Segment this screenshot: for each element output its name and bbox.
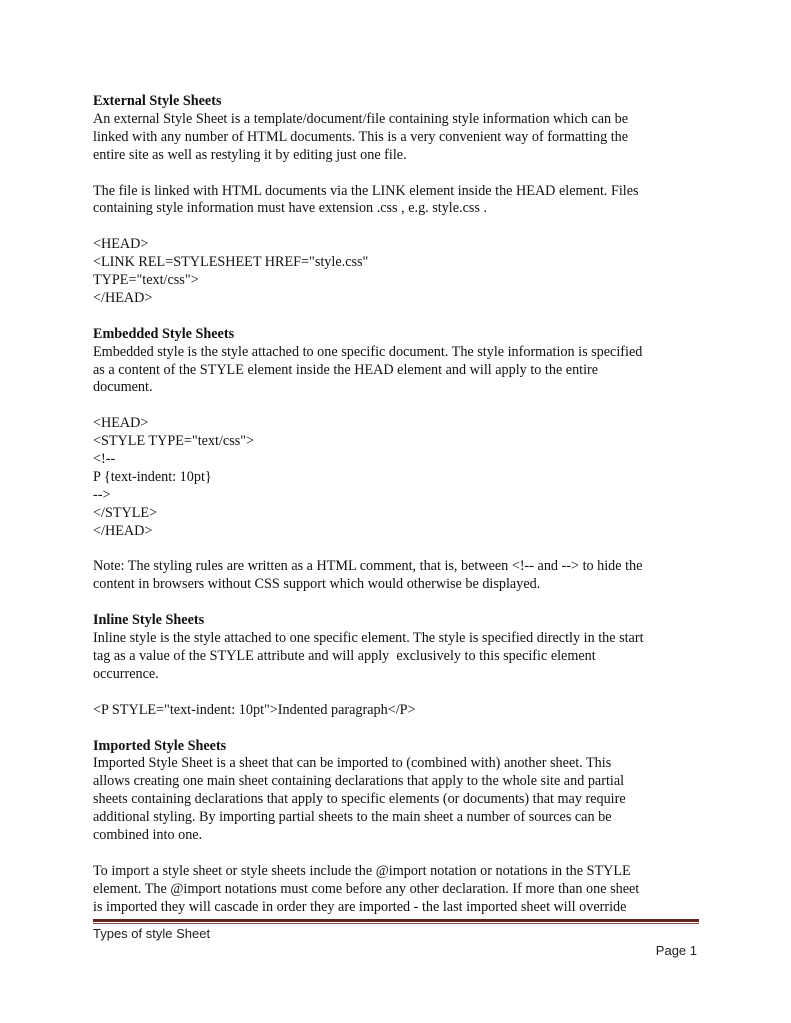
blank-line — [93, 684, 703, 702]
text-line: entire site as well as restyling it by editing just one file. — [93, 146, 407, 163]
text-line: --> — [93, 486, 111, 503]
blank-line — [93, 308, 703, 326]
blank-line — [93, 397, 703, 415]
blank-line — [93, 594, 703, 612]
text-line: To import a style sheet or style sheets include the @import notation or notations in the STYLE — [93, 862, 631, 879]
text-line: Note: The styling rules are written as a HTML comment, that is, between <!-- and --> to hide the — [93, 558, 643, 575]
text-line: allows creating one main sheet containing declarations that apply to the whole site and partial — [93, 773, 625, 790]
text-line: <LINK REL=STYLESHEET HREF="style.css" — [93, 254, 369, 271]
blank-line — [93, 720, 703, 738]
section-heading: Imported Style Sheets — [93, 737, 227, 754]
text-line: TYPE="text/css"> — [93, 272, 199, 289]
text-line: Imported Style Sheet is a sheet that can be imported to (combined with) another sheet. This — [93, 755, 612, 772]
footer-title: Types of style Sheet — [93, 926, 211, 941]
text-line: linked with any number of HTML documents. This is a very convenient way of formatting the — [93, 128, 629, 145]
section-heading: Inline Style Sheets — [93, 612, 205, 629]
footer-divider — [93, 919, 699, 924]
text-line: <STYLE TYPE="text/css"> — [93, 433, 255, 450]
document-body — [93, 93, 703, 917]
text-line: <HEAD> — [93, 236, 149, 253]
text-line: An external Style Sheet is a template/document/file containing style information which can be — [93, 110, 629, 127]
text-line: <!-- — [93, 451, 116, 468]
blank-line — [93, 165, 703, 183]
text-line: containing style information must have extension .css , e.g. style.css . — [93, 200, 488, 217]
section-heading: Embedded Style Sheets — [93, 325, 235, 342]
text-line: additional styling. By importing partial sheets to the main sheet a number of sources can be — [93, 809, 612, 826]
text-line: P {text-indent: 10pt} — [93, 468, 212, 485]
text-line: </HEAD> — [93, 522, 153, 539]
text-line: Inline style is the style attached to one specific element. The style is specified directly in the start — [93, 630, 644, 647]
text-line: sheets containing declarations that apply to specific elements (or documents) that may require — [93, 791, 626, 808]
text-line: occurrence. — [93, 665, 159, 682]
blank-line — [93, 541, 703, 559]
text-line: Embedded style is the style attached to one specific document. The style information is specified — [93, 343, 643, 360]
text-line: document. — [93, 379, 153, 396]
text-line: The file is linked with HTML documents via the LINK element inside the HEAD element. Files — [93, 182, 639, 199]
text-line: <P STYLE="text-indent: 10pt">Indented paragraph</P> — [93, 701, 416, 718]
text-line: </HEAD> — [93, 289, 153, 306]
text-line: combined into one. — [93, 827, 203, 844]
text-line: tag as a value of the STYLE attribute and will apply exclusively to this specific element — [93, 648, 596, 664]
blank-line — [93, 218, 703, 236]
footer-rule-thin — [93, 923, 699, 924]
text-line: element. The @import notations must come before any other declaration. If more than one sheet — [93, 880, 640, 897]
page-number: Page 1 — [655, 943, 697, 958]
text-line: is imported they will cascade in order they are imported - the last imported sheet will override — [93, 898, 627, 915]
blank-line — [93, 845, 703, 863]
section-heading: External Style Sheets — [93, 93, 222, 109]
text-line: </STYLE> — [93, 504, 158, 521]
text-line: <HEAD> — [93, 415, 149, 432]
text-line: content in browsers without CSS support which would otherwise be displayed. — [93, 576, 541, 593]
text-line: as a content of the STYLE element inside the HEAD element and will apply to the entire — [93, 361, 599, 378]
